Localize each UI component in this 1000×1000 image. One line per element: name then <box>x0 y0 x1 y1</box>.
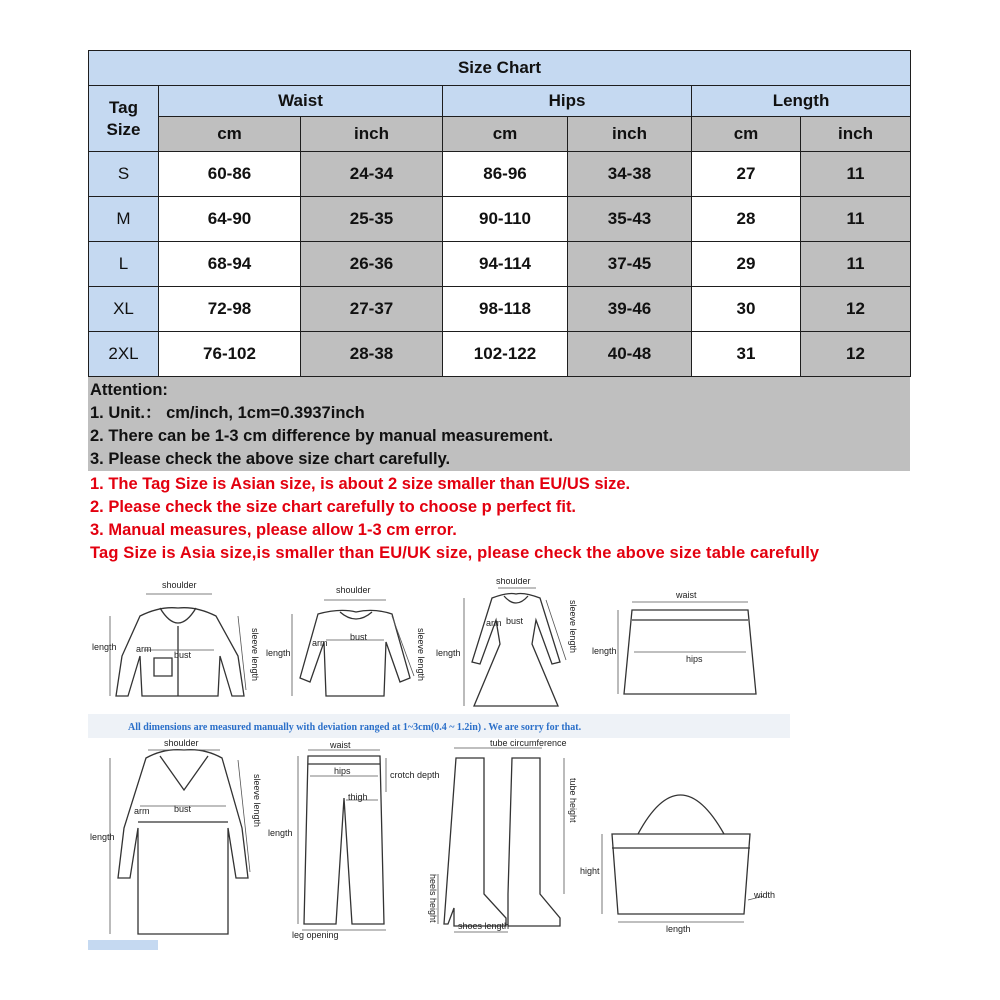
length-inch-cell: 11 <box>801 152 911 197</box>
hips-cm-cell: 90-110 <box>443 197 568 242</box>
tee-arm-label: arm <box>312 638 328 648</box>
table-row <box>89 197 911 242</box>
jacket-bust-label: bust <box>174 650 192 660</box>
coat-shoulder-label: shoulder <box>164 738 199 748</box>
size-label: 2XL <box>89 332 159 377</box>
tag-size-header-text: Tag Size <box>106 97 141 139</box>
coat-sleeve-label: sleeve length <box>252 774 262 828</box>
hips-inch-cell: 37-45 <box>568 242 692 287</box>
unit-header: inch <box>801 117 911 152</box>
waist-inch-cell: 26-36 <box>301 242 443 287</box>
tag-size-header <box>89 86 159 152</box>
waist-cm-cell: 64-90 <box>159 197 301 242</box>
unit-header: cm <box>443 117 568 152</box>
dress-arm-label: arm <box>486 618 502 628</box>
measurement-diagrams <box>88 578 790 948</box>
jacket-sleeve-label: sleeve length <box>250 628 260 682</box>
length-cm-cell: 31 <box>692 332 801 377</box>
dress-length-label: length <box>436 648 461 658</box>
length-inch-cell: 11 <box>801 242 911 287</box>
size-label: XL <box>89 287 159 332</box>
waist-cm-cell: 76-102 <box>159 332 301 377</box>
pants-thigh-label: thigh <box>348 792 368 802</box>
pants-diagram <box>268 740 440 940</box>
coat-length-label: length <box>90 832 115 842</box>
hips-inch-cell: 35-43 <box>568 197 692 242</box>
boots-tube-label: tube circumference <box>490 738 567 748</box>
attention-box <box>88 377 910 471</box>
warning-line: 1. The Tag Size is Asian size, is about 2 size smaller than EU/US size. <box>90 475 631 493</box>
waist-inch-cell: 25-35 <box>301 197 443 242</box>
length-inch-cell: 11 <box>801 197 911 242</box>
length-cm-cell: 30 <box>692 287 801 332</box>
coat-diagram <box>90 738 262 934</box>
measurement-note: All dimensions are measured manually with deviation ranged at 1~3cm(0.4 ~ 1.2in) . We are sorry for that. <box>128 722 582 733</box>
attention-line: 3. Please check the above size chart carefully. <box>90 450 451 468</box>
warning-line: 2. Please check the size chart carefully to choose p perfect fit. <box>90 498 577 516</box>
length-inch-cell: 12 <box>801 287 911 332</box>
boots-shoes-label: shoes length <box>458 921 510 931</box>
bag-diagram <box>580 795 775 934</box>
length-cm-cell: 27 <box>692 152 801 197</box>
attention-line: 1. Unit.： cm/inch, 1cm=0.3937inch <box>90 404 365 422</box>
bag-width-label: width <box>754 890 776 900</box>
waist-cm-cell: 72-98 <box>159 287 301 332</box>
waist-cm-cell: 68-94 <box>159 242 301 287</box>
tee-length-label: length <box>266 648 291 658</box>
skirt-diagram <box>592 590 756 694</box>
waist-inch-cell: 28-38 <box>301 332 443 377</box>
size-chart-table <box>88 50 911 377</box>
boots-diagram <box>428 738 578 932</box>
attention-heading: Attention: <box>90 381 168 399</box>
length-inch-cell: 12 <box>801 332 911 377</box>
attention-line: 2. There can be 1-3 cm difference by manual measurement. <box>90 427 554 445</box>
dress-diagram <box>436 578 578 706</box>
dress-bust-label: bust <box>506 616 524 626</box>
skirt-length-label: length <box>592 646 617 656</box>
skirt-hips-label: hips <box>686 654 703 664</box>
hips-cm-cell: 86-96 <box>443 152 568 197</box>
dress-sleeve-label: sleeve length <box>568 600 578 654</box>
warning-notes <box>88 471 910 565</box>
group-header-waist: Waist <box>159 86 443 117</box>
dress-shoulder-label: shoulder <box>496 578 531 586</box>
table-row <box>89 332 911 377</box>
measurement-diagrams-svg <box>88 578 790 948</box>
jacket-arm-label: arm <box>136 644 152 654</box>
warning-line: Tag Size is Asia size,is smaller than EU/UK size, please check the above size table carefully <box>90 544 820 562</box>
waist-cm-cell: 60-86 <box>159 152 301 197</box>
skirt-waist-label: waist <box>676 590 697 600</box>
tee-sleeve-label: sleeve length <box>416 628 426 682</box>
jacket-length-label: length <box>92 642 117 652</box>
coat-bust-label: bust <box>174 804 192 814</box>
coat-arm-label: arm <box>134 806 150 816</box>
size-label: S <box>89 152 159 197</box>
tee-bust-label: bust <box>350 632 368 642</box>
hips-inch-cell: 34-38 <box>568 152 692 197</box>
unit-header: cm <box>159 117 301 152</box>
tee-shoulder-label: shoulder <box>336 585 371 595</box>
hips-cm-cell: 102-122 <box>443 332 568 377</box>
pants-length-label: length <box>268 828 293 838</box>
bag-length-label: length <box>666 924 691 934</box>
length-cm-cell: 28 <box>692 197 801 242</box>
hips-inch-cell: 40-48 <box>568 332 692 377</box>
corner-accent <box>88 940 158 950</box>
unit-header: inch <box>301 117 443 152</box>
waist-inch-cell: 24-34 <box>301 152 443 197</box>
group-header-length: Length <box>692 86 911 117</box>
unit-header: cm <box>692 117 801 152</box>
size-chart-title: Size Chart <box>89 51 911 86</box>
jacket-diagram <box>92 580 260 696</box>
table-row <box>89 242 911 287</box>
jacket-shoulder-label: shoulder <box>162 580 197 590</box>
unit-header: inch <box>568 117 692 152</box>
pants-waist-label: waist <box>330 740 351 750</box>
size-chart-document <box>88 50 910 565</box>
group-header-hips: Hips <box>443 86 692 117</box>
boots-tube-height-label: tube height <box>568 778 578 823</box>
tee-diagram <box>266 585 426 696</box>
pants-hips-label: hips <box>334 766 351 776</box>
hips-cm-cell: 98-118 <box>443 287 568 332</box>
hips-inch-cell: 39-46 <box>568 287 692 332</box>
pants-crotch-label: crotch depth <box>390 770 440 780</box>
pants-leg-label: leg opening <box>292 930 339 940</box>
size-label: M <box>89 197 159 242</box>
warning-line: 3. Manual measures, please allow 1-3 cm error. <box>90 521 457 539</box>
waist-inch-cell: 27-37 <box>301 287 443 332</box>
length-cm-cell: 29 <box>692 242 801 287</box>
boots-heels-label: heels height <box>428 874 438 923</box>
bag-height-label: hight <box>580 866 600 876</box>
table-row <box>89 152 911 197</box>
size-label: L <box>89 242 159 287</box>
table-row <box>89 287 911 332</box>
hips-cm-cell: 94-114 <box>443 242 568 287</box>
